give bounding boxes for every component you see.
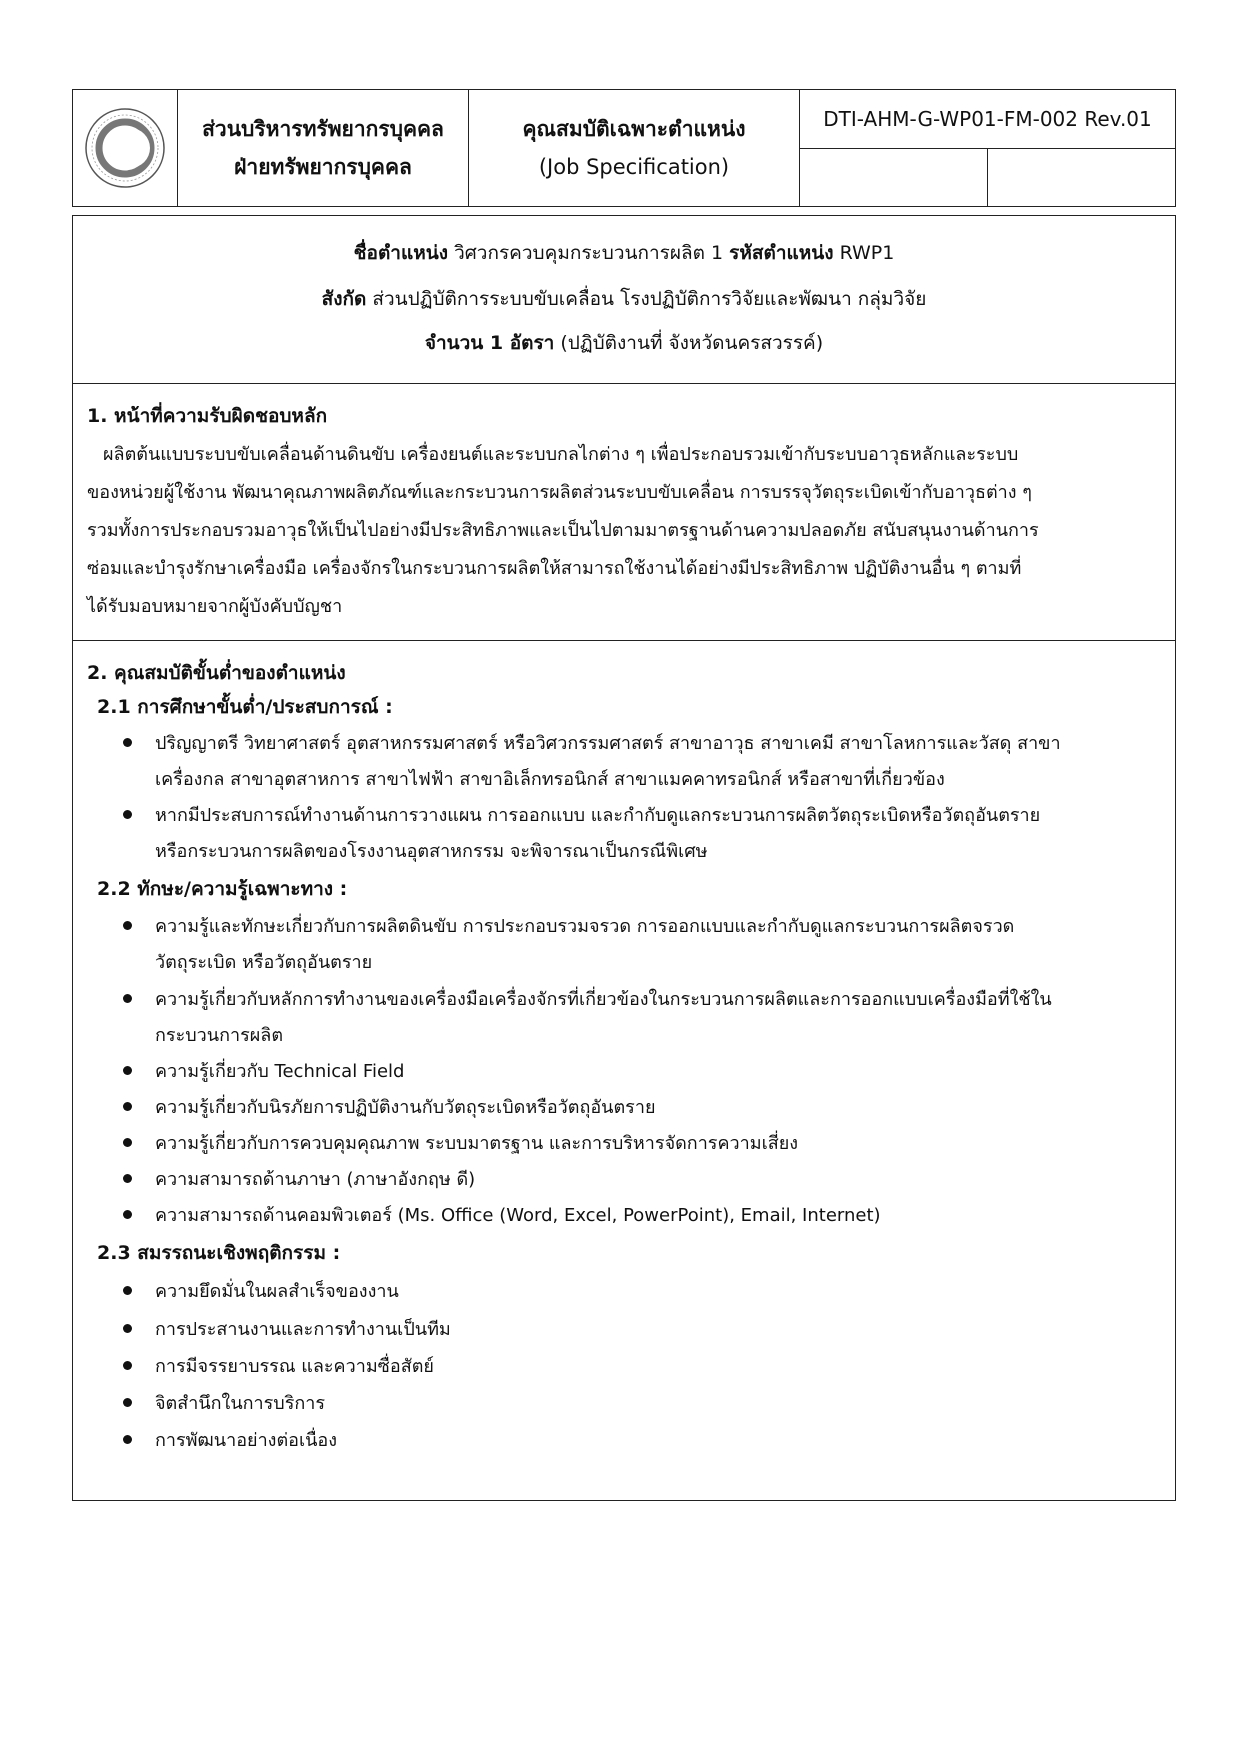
sub1-item-1-line-2: เครื่องกล สาขาอุตสาหการ สาขาไฟฟ้า สาขาอิเล็กทรอนิกส์ สาขาแมคคาทรอนิกส์ หรือสาขาที่เกี่ยวข้อง <box>155 769 945 790</box>
bullet-dot <box>123 1398 132 1407</box>
bullet-dot <box>123 1174 132 1183</box>
doc-title-en: (Job Specification) <box>538 155 730 179</box>
org-line-1: ส่วนบริหารทรัพยากรบุคคล <box>202 117 444 141</box>
bullet-dot <box>123 1361 132 1370</box>
position-unit-value: ส่วนปฏิบัติการระบบขับเคลื่อน โรงปฏิบัติการวิจัยและพัฒนา กลุ่มวิจัย <box>372 288 927 310</box>
sub3-item-4: จิตสำนึกในการบริการ <box>155 1393 326 1414</box>
position-count-line <box>73 328 1175 358</box>
document-header <box>72 89 1176 207</box>
bullet-dot <box>123 1286 132 1295</box>
position-block <box>73 216 1175 384</box>
sub2-title: 2.2 ทักษะ/ความรู้เฉพาะทาง : <box>97 878 348 900</box>
bullet-dot <box>123 1066 132 1075</box>
empty-cell-right <box>988 148 1176 207</box>
main-content-box <box>72 215 1176 1501</box>
section1-line-1: ผลิตต้นแบบระบบขับเคลื่อนด้านดินขับ เครื่องยนต์และระบบกลไกต่าง ๆ เพื่อประกอบรวมเข้ากับระบบอาวุธหลักและระบบ <box>103 444 1019 465</box>
sub2-item-6: ความสามารถด้านภาษา (ภาษาอังกฤษ ดี) <box>155 1169 476 1190</box>
bullet-dot <box>123 1324 132 1333</box>
sub1-item-2-line-2: หรือกระบวนการผลิตของโรงงานอุตสาหกรรม จะพิจารณาเป็นกรณีพิเศษ <box>155 841 708 862</box>
sub3-item-3: การมีจรรยาบรรณ และความซื่อสัตย์ <box>155 1356 434 1377</box>
empty-cell-left <box>800 148 988 207</box>
sub3-item-5: การพัฒนาอย่างต่อเนื่อง <box>155 1430 338 1451</box>
sub2-item-1-line-2: วัตถุระเบิด หรือวัตถุอันตราย <box>155 952 373 973</box>
position-name-label: ชื่อตำแหน่ง <box>353 242 449 264</box>
section1-line-5: ได้รับมอบหมายจากผู้บังคับบัญชา <box>87 596 343 617</box>
sub1-item-1-line-1: ปริญญาตรี วิทยาศาสตร์ อุตสาหกรรมศาสตร์ หรือวิศวกรรมศาสตร์ สาขาอาวุธ สาขาเคมี สาขาโลหการและวัสดุ สาขา <box>155 733 1061 754</box>
section1-line-3: รวมทั้งการประกอบรวมอาวุธให้เป็นไปอย่างมีประสิทธิภาพและเป็นไปตามมาตรฐานด้านความปลอดภัย สนับสนุนงานด้านการ <box>87 520 1039 541</box>
sub2-item-3: ความรู้เกี่ยวกับ Technical Field <box>155 1061 405 1082</box>
section1-title: 1. หน้าที่ความรับผิดชอบหลัก <box>87 405 328 427</box>
sub2-item-2-line-1: ความรู้เกี่ยวกับหลักการทำงานของเครื่องมือเครื่องจักรที่เกี่ยวข้องในกระบวนการผลิตและการออกแบบเครื่องมือที่ใช้ใน <box>155 989 1052 1010</box>
bullet-dot <box>123 738 132 747</box>
sub2-item-4: ความรู้เกี่ยวกับนิรภัยการปฏิบัติงานกับวัตถุระเบิดหรือวัตถุอันตราย <box>155 1097 656 1118</box>
bullet-dot <box>123 1102 132 1111</box>
bullet-dot <box>123 1210 132 1219</box>
bullet-dot <box>123 1138 132 1147</box>
doc-title-cell <box>469 90 800 207</box>
sub2-item-2-line-2: กระบวนการผลิต <box>155 1025 284 1046</box>
position-name-line <box>73 238 1175 268</box>
sub3-item-2: การประสานงานและการทำงานเป็นทีม <box>155 1319 451 1340</box>
position-unit-label: สังกัด <box>321 288 367 310</box>
section1-line-2: ของหน่วยผู้ใช้งาน พัฒนาคุณภาพผลิตภัณฑ์และกระบวนการผลิตส่วนระบบขับเคลื่อน การบรรจุวัตถุระเบิดเข้ากับอาวุธต่าง ๆ <box>87 482 1032 503</box>
position-count-label: จำนวน 1 อัตรา <box>424 332 555 354</box>
sub1-item-2-line-1: หากมีประสบการณ์ทำงานด้านการวางแผน การออกแบบ และกำกับดูแลกระบวนการผลิตวัตถุระเบิดหรือวัตถุอันตราย <box>155 805 1041 826</box>
section-qualifications <box>73 640 1175 1502</box>
doc-code: DTI-AHM-G-WP01-FM-002 Rev.01 <box>800 90 1176 149</box>
logo-cell <box>73 90 178 207</box>
section1-line-4: ซ่อมและบำรุงรักษาเครื่องมือ เครื่องจักรในกระบวนการผลิตให้สามารถใช้งานได้อย่างมีประสิทธิภาพ ปฏิบัติงานอื่น ๆ ตามที่ <box>87 558 1022 579</box>
position-count-value: (ปฏิบัติงานที่ จังหวัดนครสวรรค์) <box>560 332 824 354</box>
section2-title: 2. คุณสมบัติขั้นต่ำของตำแหน่ง <box>87 662 346 684</box>
sub2-item-1-line-1: ความรู้และทักษะเกี่ยวกับการผลิตดินขับ การประกอบรวมจรวด การออกแบบและกำกับดูแลกระบวนการผลิตจรวด <box>155 916 1015 937</box>
position-name-value: วิศวกรควบคุมกระบวนการผลิต 1 <box>454 242 724 264</box>
sub3-title: 2.3 สมรรถนะเชิงพฤติกรรม : <box>97 1242 341 1264</box>
bullet-dot <box>123 810 132 819</box>
position-unit-line <box>73 284 1175 314</box>
dti-logo-icon <box>84 107 166 189</box>
sub2-item-7: ความสามารถด้านคอมพิวเตอร์ (Ms. Office (Word, Excel, PowerPoint), Email, Internet) <box>155 1205 881 1226</box>
org-cell <box>178 90 469 207</box>
section-responsibilities <box>73 383 1175 641</box>
bullet-dot <box>123 921 132 930</box>
sub2-item-5: ความรู้เกี่ยวกับการควบคุมคุณภาพ ระบบมาตรฐาน และการบริหารจัดการความเสี่ยง <box>155 1133 799 1154</box>
doc-title-th: คุณสมบัติเฉพาะตำแหน่ง <box>522 117 746 141</box>
org-line-2: ฝ่ายทรัพยากรบุคคล <box>234 155 412 179</box>
bullet-dot <box>123 994 132 1003</box>
bullet-dot <box>123 1435 132 1444</box>
sub3-item-1: ความยึดมั่นในผลสำเร็จของงาน <box>155 1281 399 1302</box>
position-code-label: รหัสตำแหน่ง <box>729 242 834 264</box>
position-code-value: RWP1 <box>839 242 895 264</box>
sub1-title: 2.1 การศึกษาขั้นต่ำ/ประสบการณ์ : <box>97 696 393 718</box>
